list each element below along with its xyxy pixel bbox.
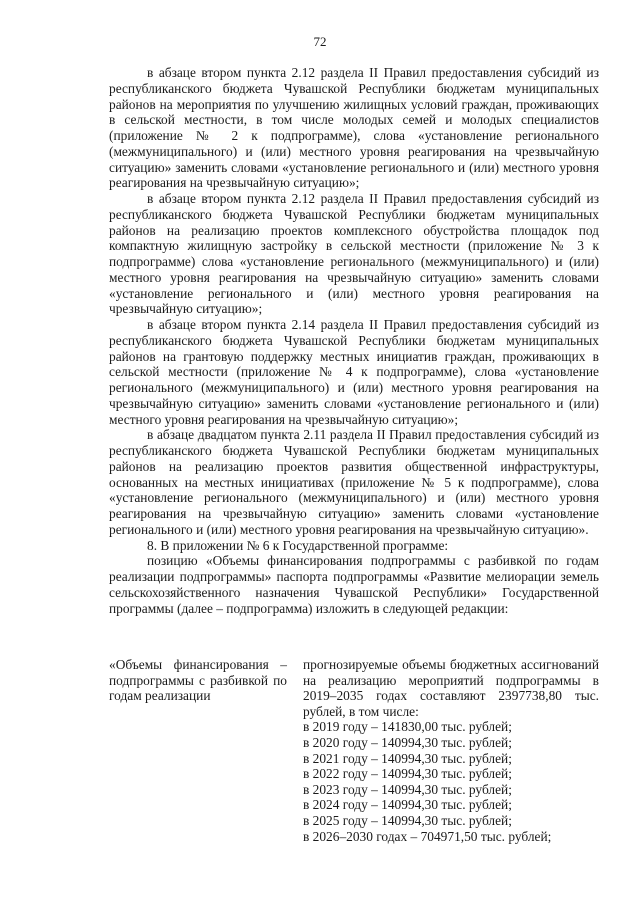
table-left-cell: «Объемы финансирования – подпрограммы с разбивкой по годам реализации bbox=[109, 657, 287, 704]
funding-summary: прогнозируемые объемы бюджетных ассигнований на реализацию мероприятий подпрограммы в 2019–2035 годах составляют 2397738,80 тыс. рублей, в том числе: bbox=[303, 657, 599, 719]
paragraph: в абзаце втором пункта 2.14 раздела II Правил предоставления субсидий из республиканского бюджета Чувашской Республики бюджетам муниципальных районов на грантовую поддержку местных инициатив граждан, проживающих в сельской местности (приложение № 4 к подпрограмме), слова «установление регионального (межмуниципального) и (или) местного уровня реагирования на чрезвычайную ситуацию» заменить словами «установление регионального и (или) местного уровня реагирования на чрезвычайную ситуацию»; bbox=[109, 317, 599, 427]
paragraph: 8. В приложении № 6 к Государственной программе: bbox=[147, 537, 449, 553]
table-right-cell bbox=[303, 657, 599, 844]
year-funding-line: в 2025 году – 140994,30 тыс. рублей; bbox=[303, 812, 512, 828]
funding-table bbox=[109, 657, 599, 844]
body-text bbox=[109, 65, 599, 616]
paragraph: в абзаце втором пункта 2.12 раздела II Правил предоставления субсидий из республиканского бюджета Чувашской Республики бюджетам муниципальных районов на реализацию проектов комплексного обустройства площадок под компактную жилищную застройку в сельской местности (приложение № 3 к подпрограмме) слова «установление регионального (межмуниципального) и (или) местного уровня реагирования на чрезвычайную ситуацию» заменить словами «установление регионального и (или) местного уровня реагирования на чрезвычайную ситуацию»; bbox=[109, 191, 599, 317]
paragraph: в абзаце двадцатом пункта 2.11 раздела II Правил предоставления субсидий из республиканского бюджета Чувашской Республики бюджетам муниципальных районов на реализацию проектов развития общественной инфраструктуры, основанных на местных инициативах (приложение № 5 к подпрограмме), слова «установление регионального (межмуниципального) и (или) местного уровня реагирования на чрезвычайную ситуацию» заменить словами «установление регионального и (или) местного уровня реагирования на чрезвычайную ситуацию». bbox=[109, 427, 599, 537]
year-funding-line: в 2020 году – 140994,30 тыс. рублей; bbox=[303, 734, 512, 750]
paragraph: позицию «Объемы финансирования подпрограммы с разбивкой по годам реализации подпрограммы» паспорта подпрограммы «Развитие мелиорации земель сельскохозяйственного назначения Чувашской Республики» Государственной программы (далее – подпрограмма) изложить в следующей редакции: bbox=[109, 553, 599, 616]
year-funding-line: в 2021 году – 140994,30 тыс. рублей; bbox=[303, 750, 512, 766]
year-funding-line: в 2019 году – 141830,00 тыс. рублей; bbox=[303, 719, 512, 735]
page-number: 72 bbox=[313, 34, 327, 49]
paragraph: в абзаце втором пункта 2.12 раздела II Правил предоставления субсидий из республиканского бюджета Чувашской Республики бюджетам муниципальных районов на мероприятия по улучшению жилищных условий граждан, проживающих в сельской местности, в том числе молодых семей и молодых специалистов (приложение № 2 к подпрограмме), слова «установление регионального (межмуниципального) и (или) местного уровня реагирования на чрезвычайную ситуацию» заменить словами «установление регионального и (или) местного уровня реагирования на чрезвычайную ситуацию»; bbox=[109, 65, 599, 191]
year-funding-line: в 2024 году – 140994,30 тыс. рублей; bbox=[303, 797, 512, 813]
year-funding-line: в 2026–2030 годах – 704971,50 тыс. рублей; bbox=[303, 828, 552, 844]
year-funding-line: в 2022 году – 140994,30 тыс. рублей; bbox=[303, 766, 512, 782]
year-funding-line: в 2023 году – 140994,30 тыс. рублей; bbox=[303, 781, 512, 797]
